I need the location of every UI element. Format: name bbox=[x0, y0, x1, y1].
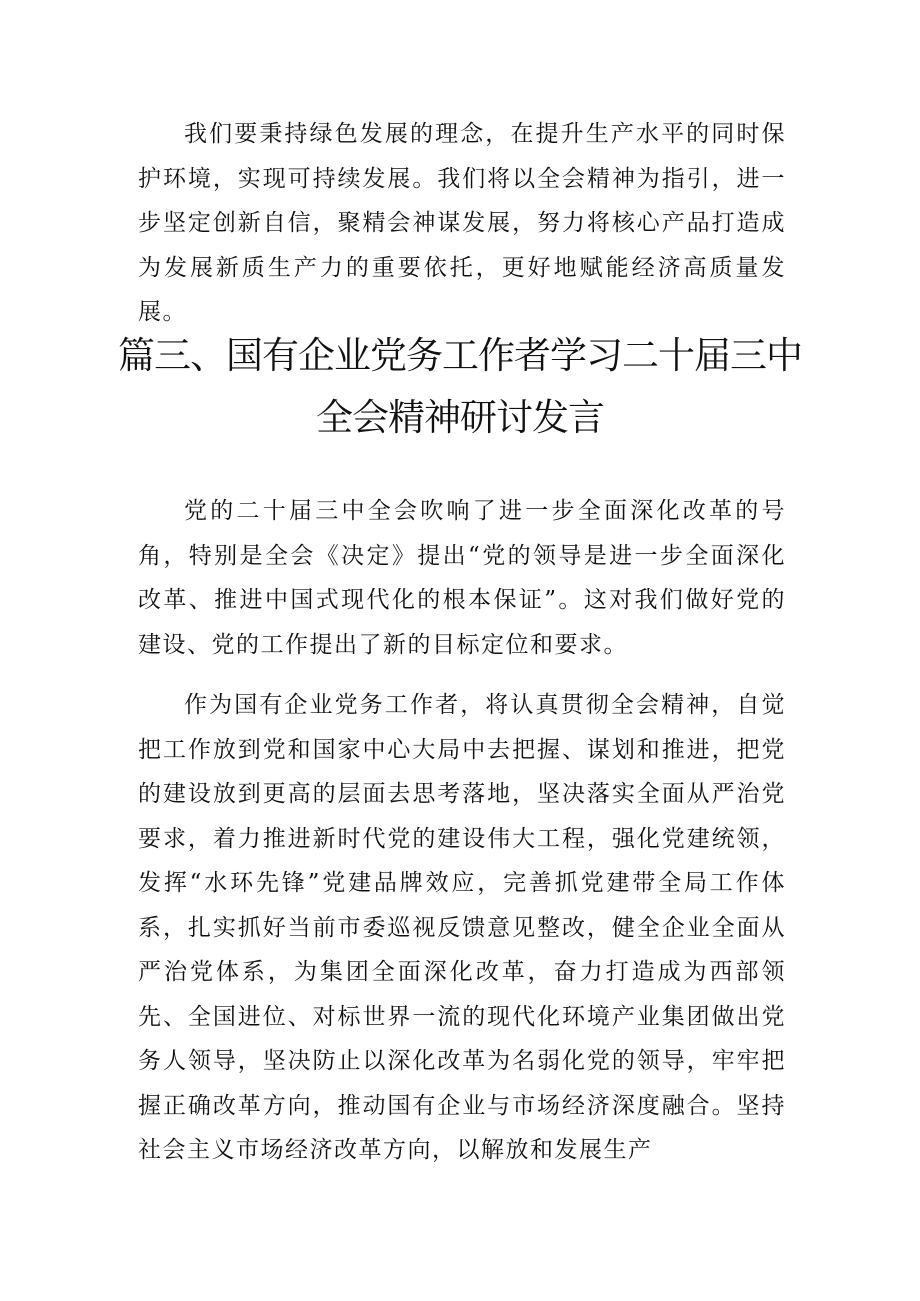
body-paragraph: 党的二十届三中全会吹响了进一步全面深化改革的号角，特别是全会《决定》提出“党的领导是进一步全面深化改革、推进中国式现代化的根本保证”。这对我们做好党的建设、党的工作提出了新的目标定位和要求。 bbox=[138, 498, 786, 658]
section-heading: 篇三、国有企业党务工作者学习二十届三中全会精神研讨发言 bbox=[118, 334, 802, 439]
body-paragraph: 我们要秉持绿色发展的理念，在提升生产水平的同时保护环境，实现可持续发展。我们将以全会精神为指引，进一步坚定创新自信，聚精会神谋发展，努力将核心产品打造成为发展新质生产力的重要依托，更好地赋能经济高质量发展。 bbox=[138, 121, 786, 325]
body-paragraph: 作为国有企业党务工作者，将认真贯彻全会精神，自觉把工作放到党和国家中心大局中去把握、谋划和推进，把党的建设放到更高的层面去思考落地，坚决落实全面从严治党要求，着力推进新时代党的建设伟大工程，强化党建统领，发挥“水环先锋”党建品牌效应，完善抓党建带全局工作体系，扎实抓好当前市委巡视反馈意见整改，健全企业全面从严治党体系，为集团全面深化改革，奋力打造成为西部领先、全国进位、对标世界一流的现代化环境产业集团做出党务人领导，坚决防止以深化改革为名弱化党的领导，牢牢把握正确改革方向，推动国有企业与市场经济深度融合。坚持社会主义市场经济改革方向，以解放和发展生产 bbox=[138, 692, 786, 1163]
